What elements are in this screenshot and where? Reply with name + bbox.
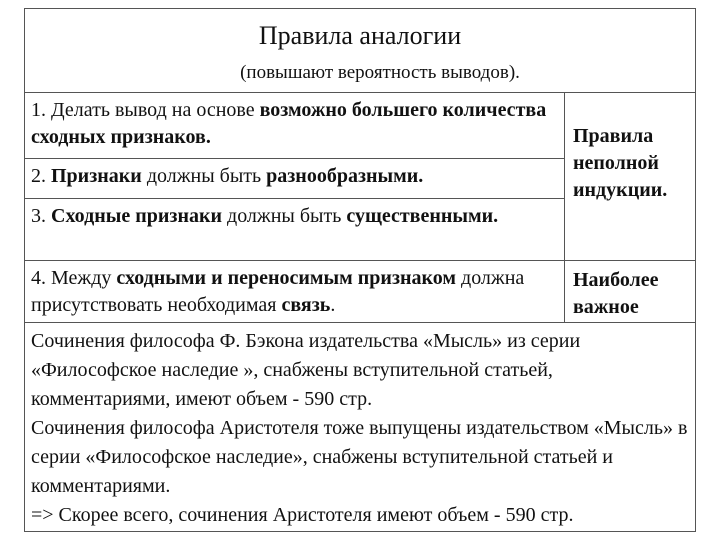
example-paragraph-bacon: Сочинения философа Ф. Бэкона издательства «Мысль» из серии «Философское наследие », снабжены вступительной статьей, комментариями, имеют объем - 590 стр.	[31, 330, 581, 410]
example-block	[25, 323, 695, 531]
page-title: Правила аналогии	[258, 21, 462, 50]
page-subtitle: (повышают вероятность выводов).	[240, 62, 520, 83]
rule-text-segment: существенными.	[346, 205, 499, 227]
rule-text-segment: возможно большего количества сходных признаков.	[31, 99, 547, 148]
example-conclusion: => Скорее всего, сочинения Аристотеля имеют объем - 590 стр.	[31, 504, 574, 526]
rule-text-segment: должна присутствовать необходимая	[31, 267, 525, 316]
rule-3	[25, 199, 565, 261]
incomplete-induction-label: Правила неполной индукции.	[565, 93, 695, 261]
rule-text-segment: должны быть	[222, 205, 347, 227]
rule-4	[25, 261, 565, 323]
rule-text-segment: 3.	[31, 205, 51, 227]
rule-text-segment: Сходные признаки	[51, 205, 223, 227]
title-block	[25, 9, 695, 93]
rule-text-segment: 2.	[31, 165, 51, 187]
rule-1	[25, 93, 565, 159]
rule-text-segment: 1. Делать вывод на основе	[31, 99, 260, 121]
rule-text-segment: 4. Между	[31, 267, 117, 289]
most-important-label: Наиболее важное	[565, 261, 695, 323]
rule-2	[25, 159, 565, 199]
rule-text-segment: связь	[281, 294, 331, 316]
rule-text-segment: разнообразными.	[266, 165, 424, 187]
analogy-rules-table	[24, 8, 696, 532]
rule-text-segment: должны быть	[141, 165, 267, 187]
rule-text-segment: сходными и переносимым признаком	[116, 267, 457, 289]
rule-text-segment: Признаки	[51, 165, 142, 187]
example-paragraph-aristotle: Сочинения философа Аристотеля тоже выпущены издательством «Мысль» в серии «Философское наследие», снабжены вступительной статьей и комментариями.	[31, 417, 688, 497]
rule-text-segment: .	[330, 294, 336, 316]
